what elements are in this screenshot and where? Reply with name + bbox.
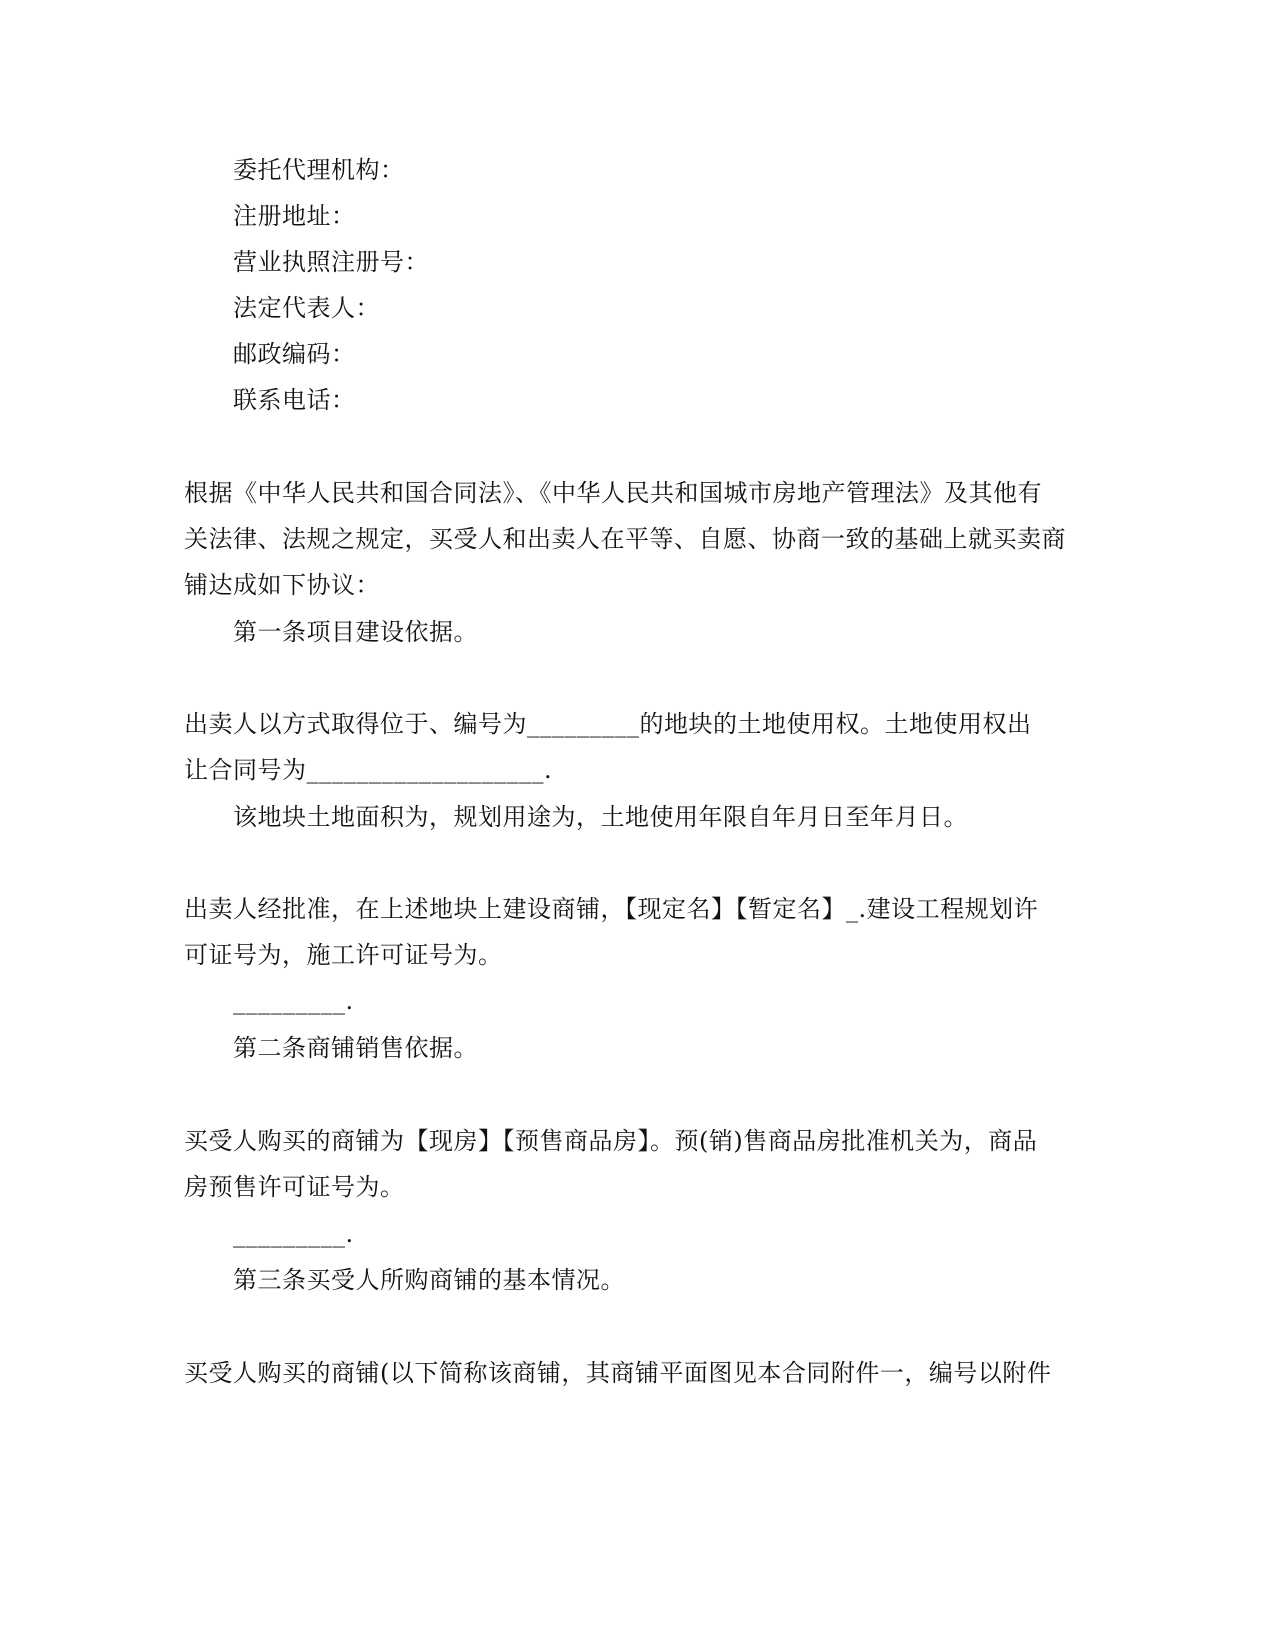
field-registered-address: 注册地址： xyxy=(233,202,356,230)
intro-line-3: 铺达成如下协议： xyxy=(184,571,380,599)
article-1-p1-line-2: 让合同号为___________________. xyxy=(184,756,553,784)
article-1-p1-line-1: 出卖人以方式取得位于、编号为_________的地块的土地使用权。土地使用权出 xyxy=(184,710,1032,738)
article-3-title: 第三条买受人所购商铺的基本情况。 xyxy=(233,1266,625,1294)
intro-line-1: 根据《中华人民共和国合同法》、《中华人民共和国城市房地产管理法》及其他有 xyxy=(184,479,1042,507)
article-2-p1-line-2: 房预售许可证号为。 xyxy=(184,1173,405,1201)
article-2-blank: _________. xyxy=(233,1220,354,1248)
field-postal-code: 邮政编码： xyxy=(233,340,356,368)
field-legal-representative: 法定代表人： xyxy=(233,294,380,322)
article-1-title: 第一条项目建设依据。 xyxy=(233,618,478,646)
field-contact-phone: 联系电话： xyxy=(233,386,356,414)
article-1-blank: _________. xyxy=(233,987,354,1015)
article-1-p2: 该地块土地面积为，规划用途为，土地使用年限自年月日至年月日。 xyxy=(233,803,968,831)
intro-line-2: 关法律、法规之规定，买受人和出卖人在平等、自愿、协商一致的基础上就买卖商 xyxy=(184,525,1066,553)
article-1-p3-line-2: 可证号为，施工许可证号为。 xyxy=(184,941,503,969)
article-1-p3-line-1: 出卖人经批准，在上述地块上建设商铺，【现定名】【暂定名】_.建设工程规划许 xyxy=(184,895,1039,923)
field-agent-org: 委托代理机构： xyxy=(233,156,405,184)
article-2-title: 第二条商铺销售依据。 xyxy=(233,1034,478,1062)
field-business-license-no: 营业执照注册号： xyxy=(233,248,429,276)
article-3-p1-line-1: 买受人购买的商铺(以下简称该商铺，其商铺平面图见本合同附件一，编号以附件 xyxy=(184,1359,1052,1387)
article-2-p1-line-1: 买受人购买的商铺为【现房】【预售商品房】。预(销)售商品房批准机关为，商品 xyxy=(184,1127,1038,1155)
